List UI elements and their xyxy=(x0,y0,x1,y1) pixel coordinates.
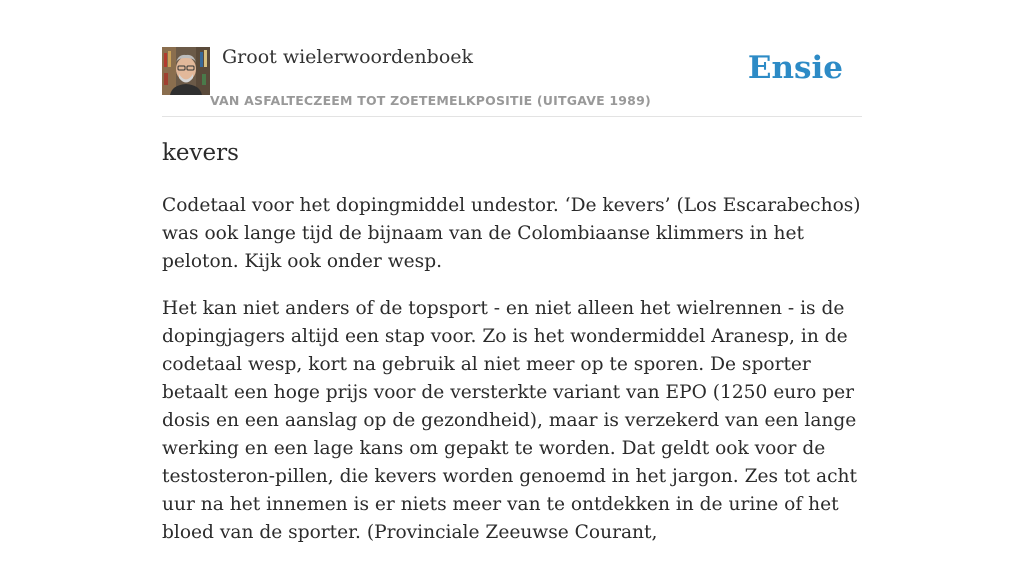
entry-paragraph: Codetaal voor het dopingmiddel undestor. ‘De kevers’ (Los Escarabechos) was ook lange tijd de bijnaam van de Colombiaanse klimmers in het peloton. Kijk ook onder wesp. xyxy=(162,195,861,272)
brand-logo[interactable]: Ensie xyxy=(747,50,843,86)
book-subtitle: VAN ASFALTECZEEM TOT ZOETEMELKPOSITIE (UITGAVE 1989) xyxy=(210,93,651,108)
entry-content xyxy=(162,192,864,566)
entry-paragraph: Het kan niet anders of de topsport - en niet alleen het wielrennen - is de dopingjagers altijd een stap voor. Zo is het wondermiddel Aranesp, in de codetaal wesp, kort na gebruik al niet meer op te sporen. De sporter betaalt een hoge prijs voor de versterkte variant van EPO (1250 euro per dosis en een aanslag op de gezondheid), maar is verzekerd van een lange werking en een lage kans om gepakt te worden. Dat geldt ook voor de testosteron-pillen, die kevers worden genoemd in het jargon. Zes tot acht uur na het innemen is er niets meer van te ontdekken in de urine of het bloed van de sporter. (Provinciale Zeeuwse Courant, xyxy=(162,298,857,543)
author-avatar[interactable] xyxy=(162,47,210,95)
header xyxy=(162,46,862,117)
book-title[interactable]: Groot wielerwoordenboek xyxy=(222,46,474,68)
entry-title: kevers xyxy=(162,140,239,166)
author-photo xyxy=(162,47,210,95)
